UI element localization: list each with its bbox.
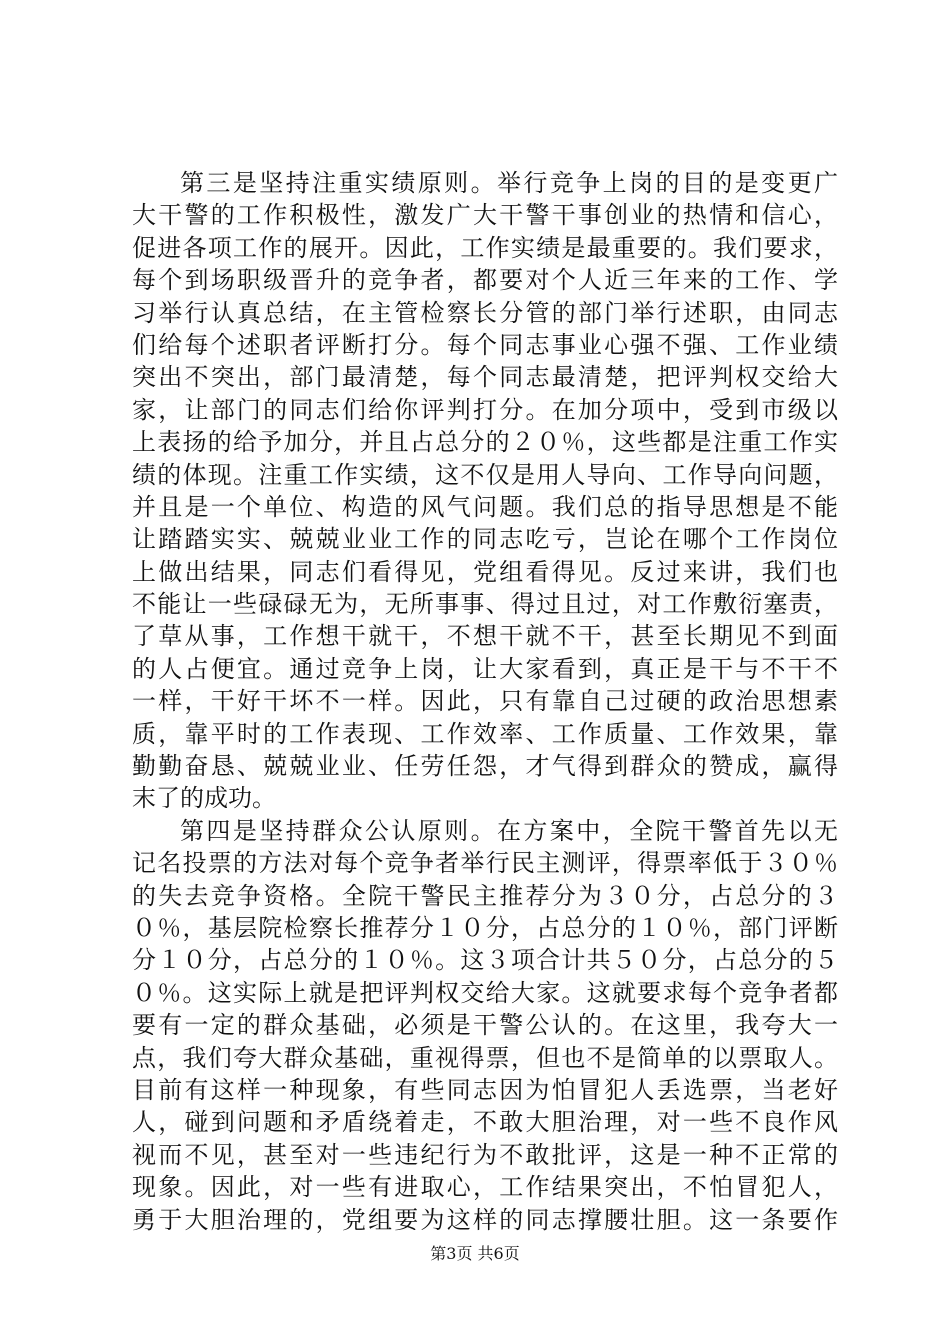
text-line: 促进各项工作的展开。因此，工作实绩是最重要的。我们要求，: [132, 233, 838, 262]
text-line: 了草从事，工作想干就干，不想干就不干，甚至长期见不到面: [132, 622, 838, 651]
text-line: 人，碰到问题和矛盾绕着走，不敢大胆治理，对一些不良作风: [132, 1108, 838, 1137]
text-line: 勇于大胆治理的，党组要为这样的同志撑腰壮胆。这一条要作: [132, 1205, 838, 1234]
text-line: 质，靠平时的工作表现、工作效率、工作质量、工作效果，靠: [132, 719, 838, 748]
text-line: 现象。因此，对一些有进取心，工作结果突出，不怕冒犯人，: [132, 1173, 838, 1202]
text-line: 第三是坚持注重实绩原则。举行竞争上岗的目的是变更广: [180, 169, 838, 197]
text-line: 每个到场职级晋升的竞争者，都要对个人近三年来的工作、学: [132, 266, 838, 295]
text-line: 上表扬的给予加分，并且占总分的２０％，这些都是注重工作实: [132, 428, 838, 457]
text-line: 习举行认真总结，在主管检察长分管的部门举行述职，由同志: [132, 298, 838, 327]
text-line: 绩的体现。注重工作实绩，这不仅是用人导向、工作导向问题，: [132, 460, 838, 489]
page-footer: 第3页 共6页: [430, 1244, 520, 1263]
text-line: 勤勤奋恳、兢兢业业、任劳任怨，才气得到群众的赞成，赢得: [132, 752, 838, 781]
text-line: 视而不见，甚至对一些违纪行为不敢批评，这是一种不正常的: [132, 1140, 838, 1169]
text-line: 突出不突出，部门最清楚，每个同志最清楚，把评判权交给大: [132, 363, 838, 392]
text-line: 大干警的工作积极性，激发广大干警干事创业的热情和信心，: [132, 201, 838, 230]
text-line: 的人占便宜。通过竞争上岗，让大家看到，真正是干与不干不: [132, 654, 838, 683]
text-line: 分１０分，占总分的１０％。这３项合计共５０分，占总分的５: [132, 946, 838, 975]
text-line: 第四是坚持群众公认原则。在方案中，全院干警首先以无: [180, 816, 838, 845]
text-line: 要有一定的群众基础，必须是干警公认的。在这里，我夸大一: [132, 1011, 838, 1040]
text-line: 点，我们夸大群众基础，重视得票，但也不是简单的以票取人。: [132, 1043, 838, 1072]
text-line: 让踏踏实实、兢兢业业工作的同志吃亏，岂论在哪个工作岗位: [132, 525, 838, 554]
text-line: 并且是一个单位、构造的风气问题。我们总的指导思想是不能: [132, 492, 838, 521]
text-line: 一样，干好干坏不一样。因此，只有靠自己过硬的政治思想素: [132, 687, 838, 716]
paragraph: [132, 815, 838, 1236]
text-line: ０％。这实际上就是把评判权交给大家。这就要求每个竞争者都: [132, 978, 838, 1007]
text-line: 末了的成功。: [132, 784, 276, 813]
text-line: 的失去竞争资格。全院干警民主推荐分为３０分，占总分的３: [132, 881, 838, 910]
text-line: 家，让部门的同志们给你评判打分。在加分项中，受到市级以: [132, 395, 838, 424]
text-line: 们给每个述职者评断打分。每个同志事业心强不强、工作业绩: [132, 330, 838, 359]
text-line: 上做出结果，同志们看得见，党组看得见。反过来讲，我们也: [132, 557, 838, 586]
text-line: 不能让一些碌碌无为，无所事事、得过且过，对工作敷衍塞责，: [132, 590, 838, 619]
paragraph: [132, 167, 838, 815]
text-line: 目前有这样一种现象，有些同志因为怕冒犯人丢选票，当老好: [132, 1075, 838, 1104]
text-line: 记名投票的方法对每个竞争者举行民主测评，得票率低于３０％: [132, 849, 838, 878]
document-body: [132, 167, 838, 1236]
text-line: ０％，基层院检察长推荐分１０分，占总分的１０％，部门评断: [132, 913, 838, 942]
